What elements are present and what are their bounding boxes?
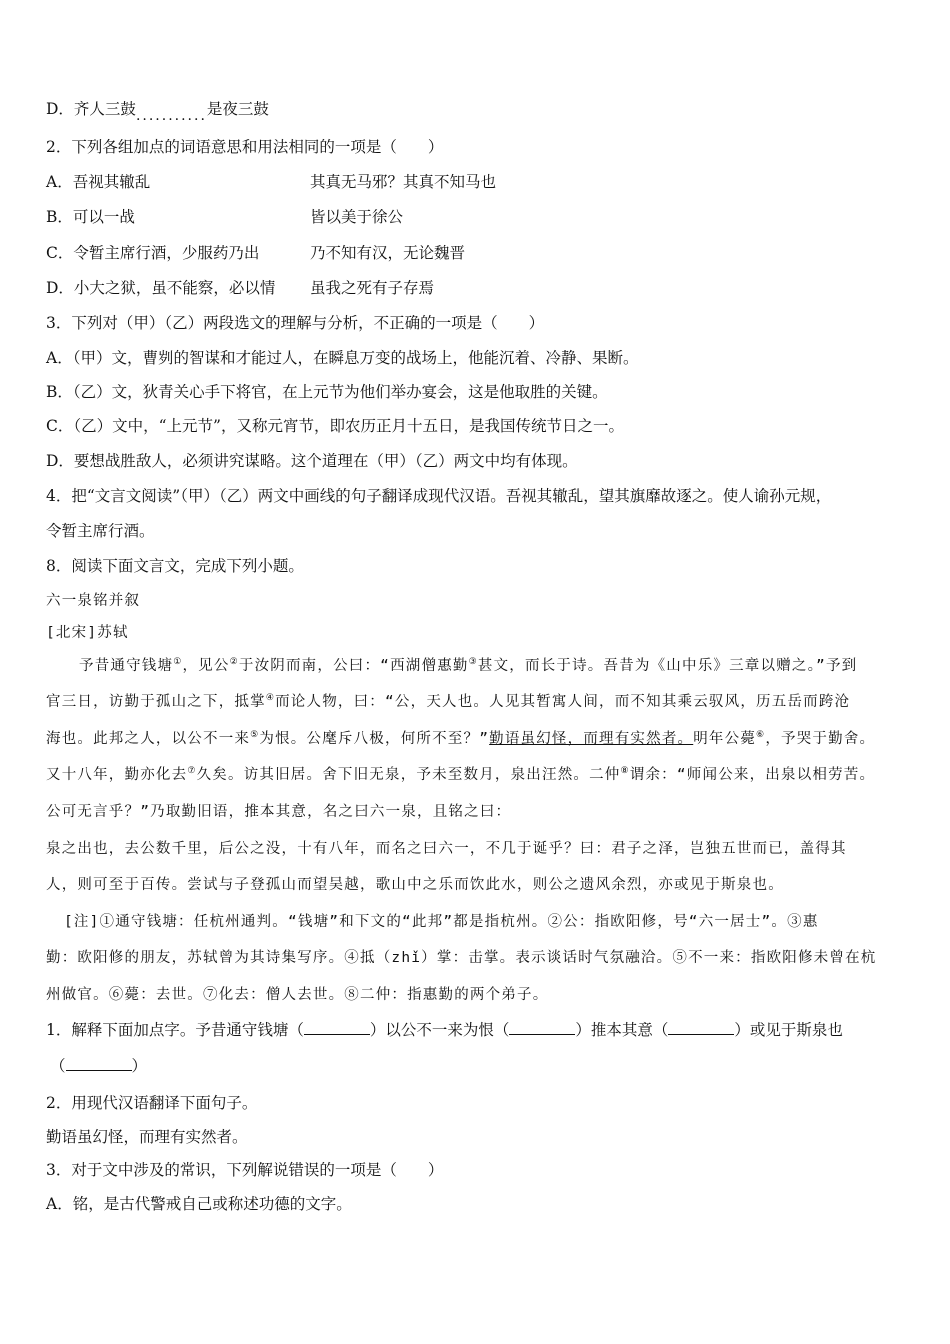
text: ）以公不一来为恨（	[369, 1021, 510, 1039]
passage-line-6: 泉之出也，去公数千里，后公之没，十有八年，而名之曰六一，不几于诞乎？曰：君子之泽，岂独五世而已，盖得其	[46, 841, 847, 857]
q2-option-a-right: 其真无马邪？其真不知马也	[310, 173, 497, 191]
footnote-marker: ④	[265, 693, 276, 704]
q3-option-d: D．要想战胜敌人，必须讲究谋略。这个道理在（甲）（乙）两文中均有体现。	[46, 452, 578, 470]
text: 海也。此邦之人，以公不一来	[46, 731, 251, 747]
text: （	[50, 1057, 66, 1075]
text: 1．解释下面加点字。予昔通守钱塘（	[46, 1021, 304, 1039]
q3-option-a: A．（甲）文，曹刿的智谋和才能过人，在瞬息万变的战场上，他能沉着、冷静、果断。	[46, 349, 639, 367]
text: 于汝阴而南，公曰：“西湖僧惠勤	[238, 658, 469, 674]
q4-line-1: 4．把“文言文阅读”（甲）（乙）两文中画线的句子翻译成现代汉语。吾视其辙乱，望其旗靡故逐之。使人谕孙元规，	[46, 487, 832, 505]
footnote-marker: ②	[229, 657, 239, 668]
footnote-marker: ⑧	[620, 766, 630, 777]
answer-blank[interactable]	[304, 1020, 370, 1035]
passage-line-5: 公可无言乎？”乃取勤旧语，推本其意，名之曰六一泉，且铭之曰：	[46, 804, 512, 820]
subq-2: 2．用现代汉语翻译下面句子。	[46, 1094, 258, 1112]
text: 予昔通守钱塘	[79, 658, 174, 674]
passage-line-7: 人，则可至于百传。尝试与子登孤山而望吴越，歌山中之乐而饮此水，则公之遗风余烈，亦或见于斯泉也。	[46, 877, 784, 893]
text: 明年公薨	[693, 731, 757, 747]
text: ）推本其意（	[575, 1021, 669, 1039]
text: 而论人物，曰：“公，天人也。人见其暂寓人间，而不知其乘云驭风，历五岳而跨沧	[275, 694, 851, 710]
q2-option-b-right: 皆以美于徐公	[310, 208, 404, 226]
emphasis-dots: ...........	[135, 108, 207, 124]
passage-author: [北宋]苏轼	[46, 625, 129, 641]
prev-option-d-left: D．齐人三鼓	[46, 100, 136, 118]
text: 官三日，访勤于孤山之下，抵掌	[46, 694, 266, 710]
answer-blank[interactable]	[509, 1020, 575, 1035]
text: 谓余：“师闻公来，出泉以相劳苦。	[629, 767, 876, 783]
q3-option-b: B．（乙）文，狄青关心手下将官，在上元节为他们举办宴会，这是他取胜的关键。	[46, 383, 608, 401]
note-line-3: 州做官。⑥薨：去世。⑦化去：僧人去世。⑧二仲：指惠勤的两个弟子。	[46, 987, 549, 1003]
prev-option-d	[46, 98, 269, 124]
text: 甚文，而长于诗。吾昔为《山中乐》三章以赠之。”予到	[477, 658, 858, 674]
subq-1	[46, 1019, 843, 1041]
text: ，予哭于勤舍。	[765, 731, 876, 747]
section-8-intro: 8．阅读下面文言文，完成下列小题。	[46, 557, 304, 575]
text: ）或见于斯泉也	[734, 1021, 843, 1039]
q2-option-d: D．小大之狱，虽不能察，必以情	[46, 279, 276, 297]
footnote-marker: ①	[173, 657, 183, 668]
q2-option-c: C．令暂主席行酒，少服药乃出	[46, 244, 260, 262]
subq-3-option-a: A．铭，是古代警戒自己或称述功德的文字。	[46, 1195, 352, 1213]
q3-option-c: C．（乙）文中，“上元节”，又称元宵节，即农历正月十五日，是我国传统节日之一。	[46, 417, 624, 435]
footnote-marker: ⑥	[756, 730, 766, 741]
subq-2-sentence: 勤语虽幻怪，而理有实然者。	[46, 1128, 248, 1146]
q2-option-c-right: 乃不知有汉，无论魏晋	[310, 244, 466, 262]
underlined-sentence: 勤语虽幻怪，而理有实然者。	[489, 731, 694, 747]
text: 为恨。公麾斥八极，何所不至？”	[259, 731, 490, 747]
subq-1-cont	[50, 1055, 147, 1077]
passage-title: 六一泉铭并叙	[46, 593, 141, 609]
text: 又十八年，勤亦化去	[46, 767, 188, 783]
q2-option-b: B．可以一战	[46, 208, 135, 226]
q3-stem: 3．下列对（甲）（乙）两段选文的理解与分析，不正确的一项是（ ）	[46, 314, 545, 332]
prev-option-d-right: 是夜三鼓	[206, 100, 269, 118]
q2-option-a: A．吾视其辙乱	[46, 173, 151, 191]
q2-option-d-right: 虽我之死有子存焉	[310, 279, 435, 297]
footnote-marker: ⑤	[250, 730, 260, 741]
note-line-2: 勤：欧阳修的朋友，苏轼曾为其诗集写序。④抵（zhǐ）掌：击掌。表示谈话时气氛融洽。⑤不一来：指欧阳修未曾在杭	[46, 950, 877, 966]
footnote-marker: ③	[468, 657, 478, 668]
subq-3: 3．对于文中涉及的常识，下列解说错误的一项是（ ）	[46, 1161, 444, 1179]
passage-line-3	[46, 728, 875, 750]
q4-line-2: 令暂主席行酒。	[46, 522, 155, 540]
text: 久矣。访其旧居。舍下旧无泉，予未至数月，泉出汪然。二仲	[196, 767, 621, 783]
answer-blank[interactable]	[668, 1020, 734, 1035]
footnote-marker: ⑦	[187, 766, 197, 777]
passage-line-1	[79, 655, 857, 677]
text: ）	[131, 1057, 148, 1075]
note-line-1: [注]①通守钱塘：任杭州通判。“钱塘”和下文的“此邦”都是指杭州。②公：指欧阳修，号“六一居士”。③惠	[64, 914, 819, 930]
answer-blank[interactable]	[66, 1056, 132, 1071]
passage-line-4	[46, 764, 875, 786]
q2-stem: 2．下列各组加点的词语意思和用法相同的一项是（ ）	[46, 138, 444, 156]
passage-line-2	[46, 691, 850, 713]
text: ，见公	[182, 658, 230, 674]
